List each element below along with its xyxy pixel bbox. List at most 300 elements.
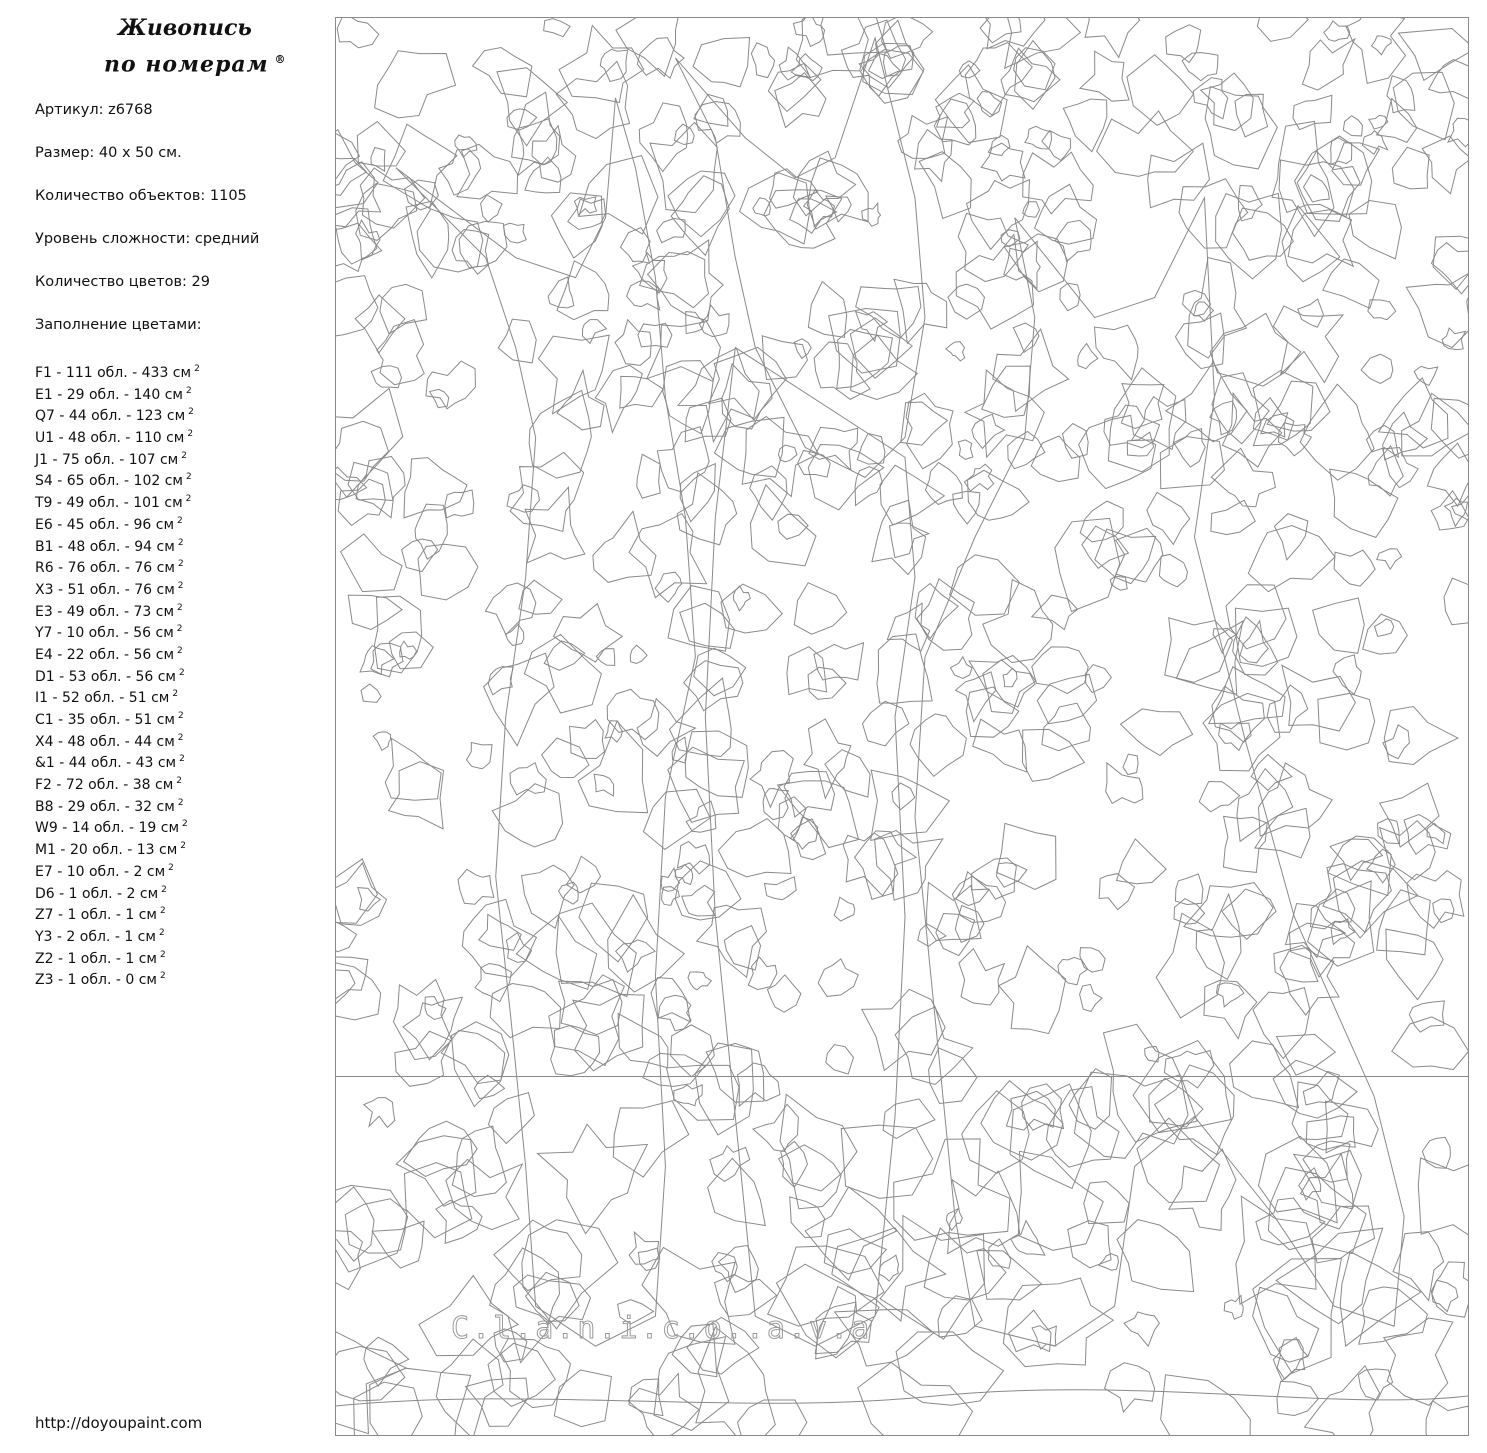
- ground-region: [883, 1099, 935, 1139]
- foliage-region: [336, 957, 368, 1000]
- ground-line: [336, 1390, 1468, 1406]
- foliage-region: [997, 823, 1056, 889]
- ground-region: [1300, 1154, 1353, 1229]
- foliage-region: [1383, 447, 1419, 487]
- ground-region: [1256, 1198, 1325, 1245]
- color-fill-superscript: 2: [188, 407, 194, 418]
- foliage-region: [843, 833, 898, 896]
- foliage-region: [1392, 147, 1429, 189]
- foliage-region: [1216, 983, 1243, 1007]
- color-fill-item: [35, 815, 200, 837]
- foliage-region: [969, 656, 1036, 714]
- ground-region: [1432, 1262, 1468, 1317]
- foliage-region: [1080, 51, 1129, 101]
- foliage-region: [417, 209, 483, 272]
- foliage-region: [1444, 578, 1468, 625]
- foliage-region: [721, 584, 782, 633]
- foliage-region: [791, 819, 826, 860]
- foliage-region: [670, 678, 732, 756]
- ground-region: [938, 1296, 982, 1337]
- foliage-region: [1008, 432, 1045, 469]
- ground-region: [977, 1251, 1042, 1300]
- foliage-region: [1383, 725, 1410, 759]
- ground-region: [1230, 1041, 1299, 1108]
- ground-region: [832, 1228, 946, 1321]
- foliage-region: [1166, 25, 1201, 63]
- foliage-region: [675, 124, 695, 144]
- foliage-region: [948, 284, 985, 319]
- foliage-region: [1279, 423, 1312, 456]
- foliage-region: [627, 281, 660, 310]
- foliage-region: [767, 975, 800, 1012]
- foliage-region: [505, 624, 523, 645]
- foliage-region: [682, 885, 715, 915]
- color-fill-superscript: 2: [176, 624, 183, 635]
- foliage-region: [778, 514, 808, 539]
- foliage-region: [804, 719, 851, 798]
- foliage-region: [1080, 501, 1123, 542]
- foliage-region: [953, 491, 980, 524]
- ground-region: [737, 1063, 780, 1106]
- ground-region: [354, 1382, 423, 1435]
- foliage-region: [1448, 118, 1468, 147]
- foliage-region: [882, 18, 933, 58]
- ground-region: [336, 1187, 374, 1261]
- foliage-region: [1273, 306, 1342, 383]
- foliage-region: [556, 61, 629, 138]
- colors-count: Количество цветов: 29: [35, 274, 210, 290]
- foliage-region: [1035, 184, 1097, 244]
- ground-region: [790, 1197, 825, 1238]
- foliage-region: [1386, 929, 1443, 1000]
- foliage-region: [750, 751, 793, 808]
- foliage-region: [630, 645, 647, 663]
- foliage-region: [1080, 948, 1105, 972]
- foliage-region: [473, 48, 532, 97]
- ground-region: [1224, 1295, 1243, 1319]
- foliage-region: [504, 223, 527, 243]
- foliage-region: [671, 1025, 715, 1077]
- foliage-region: [856, 287, 921, 339]
- foliage-region: [733, 586, 750, 611]
- foliage-region: [337, 18, 379, 48]
- foliage-region: [1392, 1017, 1468, 1070]
- color-fill-item: [35, 490, 200, 512]
- foliage-region: [1240, 621, 1268, 663]
- color-fill-text: E1 - 29 обл. - 140 см: [35, 386, 183, 403]
- ground-region: [879, 1255, 899, 1281]
- color-fill-text: J1 - 75 обл. - 107 см: [35, 451, 179, 468]
- foliage-region: [1183, 290, 1211, 316]
- ground-region: [753, 1104, 798, 1151]
- foliage-region: [593, 511, 656, 582]
- foliage-region: [1431, 398, 1468, 458]
- foliage-region: [668, 171, 735, 237]
- foliage-region: [643, 1053, 705, 1086]
- color-fill-item: [35, 924, 200, 946]
- foliage-region: [522, 865, 574, 928]
- ground-region: [1326, 1101, 1379, 1153]
- foliage-region: [798, 450, 831, 477]
- foliage-region: [633, 253, 667, 293]
- brand-line-1: Живопись: [118, 15, 252, 41]
- foliage-region: [765, 877, 797, 900]
- foliage-region: [373, 732, 390, 750]
- foliage-region: [569, 720, 604, 759]
- foliage-region: [837, 329, 893, 388]
- foliage-region: [497, 68, 567, 146]
- foliage-region: [1216, 193, 1282, 278]
- foliage-region: [1159, 554, 1187, 586]
- foliage-region: [389, 762, 444, 829]
- color-fill-item: [35, 902, 200, 924]
- foliage-region: [1323, 259, 1379, 308]
- foliage-region: [374, 596, 421, 673]
- foliage-region: [1117, 839, 1167, 884]
- foliage-region: [685, 731, 748, 797]
- color-fill-superscript: 2: [177, 711, 184, 721]
- foliage-region: [615, 320, 651, 366]
- foliage-region: [1375, 619, 1394, 637]
- foliage-region: [1334, 550, 1375, 586]
- color-fill-superscript: 2: [182, 819, 188, 830]
- foliage-region: [1211, 500, 1255, 534]
- foliage-region: [685, 398, 731, 442]
- foliage-region: [375, 51, 456, 118]
- article-number: Артикул: z6768: [35, 102, 153, 118]
- foliage-region: [807, 158, 868, 229]
- color-fill-superscript: 2: [185, 385, 192, 396]
- foliage-region: [403, 997, 462, 1059]
- foliage-region: [1377, 549, 1402, 569]
- foliage-region: [814, 342, 870, 399]
- ground-region: [962, 1091, 1029, 1173]
- foliage-region: [356, 456, 405, 517]
- foliage-region: [825, 750, 870, 797]
- foliage-region: [506, 933, 531, 963]
- difficulty-level: Уровень сложности: средний: [35, 231, 260, 247]
- color-fill-item: [35, 946, 200, 968]
- foliage-region: [439, 149, 481, 195]
- foliage-region: [796, 18, 868, 77]
- color-fill-text: Z3 - 1 обл. - 0 см: [35, 972, 157, 989]
- foliage-region: [430, 389, 449, 407]
- color-fill-item: [35, 447, 200, 469]
- size-info: Размер: 40 x 50 см.: [35, 145, 182, 161]
- foliage-region: [1004, 241, 1040, 288]
- foliage-region: [1255, 808, 1310, 858]
- color-fill-item: [35, 772, 200, 794]
- color-fill-text: X4 - 48 обл. - 44 см: [35, 733, 175, 750]
- foliage-region: [1422, 136, 1468, 194]
- foliage-region: [965, 43, 1032, 116]
- footer-url[interactable]: http://doyoupaint.com: [35, 1414, 203, 1432]
- foliage-region: [1330, 839, 1383, 880]
- foliage-region: [1431, 243, 1468, 294]
- foliage-region: [1031, 436, 1080, 482]
- foliage-region: [1324, 21, 1350, 41]
- watermark: C.l.a.n.i.c.o..a.v.a: [451, 1311, 873, 1346]
- foliage-region: [668, 586, 729, 652]
- foliage-region: [559, 25, 644, 102]
- foliage-region: [1293, 95, 1332, 129]
- color-fill-superscript: 2: [194, 364, 200, 374]
- dog-center-head-outline: [675, 38, 925, 477]
- ground-region: [629, 1232, 660, 1264]
- ground-region: [404, 1121, 478, 1176]
- foliage-region: [1211, 448, 1275, 506]
- ground-region: [1292, 1082, 1348, 1140]
- color-fill-superscript: 2: [186, 472, 192, 483]
- foliage-region: [834, 897, 854, 921]
- color-fill-item: [35, 794, 200, 816]
- ground-region: [501, 1339, 571, 1408]
- foliage-region: [763, 789, 788, 820]
- ground-region: [1018, 1151, 1103, 1250]
- foliage-region: [965, 370, 1044, 457]
- foliage-region: [794, 583, 846, 635]
- color-fill-superscript: 2: [180, 841, 187, 852]
- dog-center-body-outline: [705, 348, 915, 1347]
- foliage-region: [1235, 608, 1296, 666]
- ground-region: [1137, 1118, 1220, 1202]
- foliage-region: [336, 970, 355, 1003]
- foliage-region: [1308, 881, 1374, 966]
- color-fill-text: Z2 - 1 обл. - 1 см: [35, 950, 157, 967]
- color-fill-text: R6 - 76 обл. - 76 см: [35, 560, 175, 577]
- ground-region: [364, 1098, 395, 1128]
- color-fill-text: C1 - 35 обл. - 51 см: [35, 712, 175, 728]
- color-fill-item: [35, 512, 200, 534]
- foliage-region: [519, 580, 562, 614]
- foliage-region: [578, 721, 648, 812]
- info-sidebar: [0, 0, 330, 1453]
- foliage-region: [1094, 325, 1138, 380]
- color-fill-item: [35, 707, 200, 729]
- ground-region: [1003, 1278, 1113, 1366]
- ground-region: [474, 1075, 504, 1098]
- foliage-region: [467, 742, 492, 768]
- foliage-region: [490, 984, 560, 1038]
- foliage-region: [999, 946, 1066, 1034]
- foliage-region: [851, 335, 918, 399]
- color-fill-superscript: 2: [159, 971, 166, 982]
- foliage-region: [892, 783, 915, 810]
- foliage-region: [964, 464, 993, 491]
- foliage-region: [1042, 703, 1091, 751]
- foliage-region: [1444, 498, 1467, 526]
- color-fill-superscript: 2: [187, 429, 194, 440]
- foliage-region: [1433, 899, 1454, 923]
- color-fill-superscript: 2: [161, 884, 167, 895]
- foliage-region: [426, 361, 476, 409]
- coloring-canvas: [335, 17, 1469, 1436]
- color-fill-item: [35, 468, 200, 490]
- foliage-region: [532, 126, 576, 182]
- foliage-region: [695, 101, 740, 143]
- foliage-region: [1148, 143, 1210, 208]
- foliage-region: [793, 18, 824, 46]
- foliage-region: [348, 595, 402, 629]
- foliage-region: [418, 544, 478, 600]
- foliage-region: [336, 421, 389, 481]
- foliage-region: [956, 672, 996, 722]
- foliage-region: [1085, 18, 1140, 57]
- ground-region: [1099, 1254, 1119, 1271]
- brand-logo: [100, 12, 300, 80]
- foliage-region: [1429, 60, 1468, 100]
- foliage-region: [862, 203, 881, 226]
- foliage-region: [338, 479, 385, 525]
- foliage-region: [927, 882, 982, 940]
- foliage-region: [1175, 313, 1224, 369]
- foliage-region: [544, 641, 584, 670]
- ground-region: [654, 1337, 729, 1431]
- foliage-region: [371, 148, 385, 172]
- foliage-region: [1383, 412, 1428, 460]
- foliage-region: [1257, 18, 1308, 41]
- foliage-region: [1372, 36, 1392, 55]
- ground-region: [1074, 1072, 1188, 1158]
- foliage-region: [484, 653, 554, 745]
- registered-mark: ®: [274, 53, 287, 66]
- foliage-region: [640, 251, 709, 307]
- foliage-region: [380, 284, 427, 333]
- foliage-region: [1199, 782, 1239, 812]
- ground-region: [781, 1141, 808, 1187]
- ground-region: [396, 1136, 476, 1206]
- ground-region: [436, 1200, 482, 1243]
- foliage-region: [862, 701, 908, 746]
- foliage-region: [647, 321, 721, 381]
- color-fill-text: Q7 - 44 обл. - 123 см: [35, 408, 186, 425]
- foliage-region: [936, 93, 974, 127]
- ground-region: [554, 1370, 611, 1427]
- ground-region: [336, 1228, 362, 1290]
- fill-heading: Заполнение цветами:: [35, 317, 202, 333]
- foliage-region: [1079, 415, 1156, 488]
- foliage-region: [1055, 220, 1091, 261]
- brand-line-2-text: по номерам: [104, 51, 269, 78]
- foliage-region: [341, 534, 402, 592]
- foliage-region: [1023, 202, 1040, 217]
- foliage-region: [958, 213, 1028, 281]
- foliage-region: [1037, 674, 1096, 723]
- color-fill-superscript: 2: [177, 645, 183, 656]
- color-fill-item: [35, 859, 200, 881]
- foliage-region: [740, 173, 810, 244]
- foliage-region: [1209, 667, 1285, 724]
- foliage-region: [950, 657, 972, 679]
- foliage-region: [1377, 890, 1431, 955]
- foliage-region: [762, 336, 807, 380]
- color-fill-item: [35, 837, 200, 859]
- foliage-region: [1288, 210, 1353, 267]
- color-fill-item: [35, 425, 200, 447]
- foliage-region: [1204, 981, 1257, 1039]
- foliage-region: [458, 869, 494, 904]
- foliage-region: [607, 689, 659, 739]
- color-fill-text: F1 - 111 обл. - 433 см: [35, 365, 192, 381]
- color-fill-superscript: 2: [181, 450, 187, 461]
- foliage-region: [779, 445, 797, 462]
- foliage-region: [336, 162, 381, 227]
- color-fill-text: M1 - 20 обл. - 13 см: [35, 842, 178, 859]
- foliage-region: [751, 43, 774, 78]
- ground-region: [1084, 1181, 1129, 1223]
- color-fill-text: S4 - 65 обл. - 102 см: [35, 473, 183, 490]
- foliage-region: [959, 949, 1004, 1005]
- foliage-region: [779, 47, 810, 80]
- foliage-region: [620, 376, 663, 408]
- ground-region: [1312, 1206, 1375, 1263]
- foliage-region: [1384, 707, 1458, 765]
- color-fill-text: U1 - 48 обл. - 110 см: [35, 430, 185, 447]
- foliage-region: [968, 470, 1029, 520]
- foliage-region: [1333, 655, 1361, 694]
- color-fill-superscript: 2: [177, 515, 183, 526]
- ground-region: [488, 1343, 555, 1406]
- ground-region: [710, 1146, 750, 1182]
- foliage-region: [1055, 518, 1120, 611]
- foliage-region: [694, 648, 746, 695]
- foliage-region: [980, 18, 1021, 43]
- foliage-region: [566, 856, 600, 893]
- foliage-region: [972, 858, 1017, 899]
- foliage-region: [1238, 185, 1262, 220]
- foliage-region: [958, 440, 973, 459]
- ground-region: [1124, 1312, 1159, 1346]
- ground-region: [1117, 1220, 1194, 1292]
- foliage-region: [918, 924, 946, 946]
- foliage-region: [750, 485, 815, 566]
- foliage-region: [336, 276, 378, 338]
- color-fill-item: [35, 599, 200, 621]
- foliage-region: [981, 143, 1025, 181]
- ground-region: [364, 1337, 409, 1386]
- color-fill-text: E4 - 22 обл. - 56 см: [35, 646, 175, 663]
- foliage-region: [518, 119, 557, 176]
- foliage-region: [336, 388, 403, 497]
- color-fill-item: [35, 664, 200, 686]
- foliage-region: [925, 463, 962, 505]
- ground-region: [824, 1229, 886, 1274]
- color-fill-superscript: 2: [177, 559, 184, 570]
- color-fill-text: Y7 - 10 обл. - 56 см: [35, 625, 174, 642]
- foliage-region: [973, 719, 1027, 772]
- foliage-region: [1121, 709, 1193, 756]
- foliage-region: [1095, 529, 1156, 584]
- foliage-region: [956, 234, 1033, 329]
- foliage-region: [637, 454, 660, 498]
- color-fill-superscript: 2: [185, 494, 192, 505]
- foliage-region: [814, 643, 864, 680]
- ground-region: [537, 1124, 647, 1233]
- ground-region: [1253, 1287, 1319, 1362]
- color-fill-text: E7 - 10 обл. - 2 см: [35, 863, 166, 880]
- foliage-region: [1313, 598, 1365, 653]
- foliage-region: [1184, 883, 1273, 938]
- foliage-region: [620, 228, 650, 263]
- foliage-region: [983, 580, 1053, 663]
- foliage-region: [946, 342, 965, 361]
- foliage-region: [1222, 889, 1276, 939]
- color-fill-item: [35, 534, 200, 556]
- ground-region: [1011, 1221, 1045, 1255]
- color-fill-superscript: 2: [176, 776, 182, 787]
- foliage-region: [1219, 723, 1251, 750]
- foliage-region: [657, 219, 686, 243]
